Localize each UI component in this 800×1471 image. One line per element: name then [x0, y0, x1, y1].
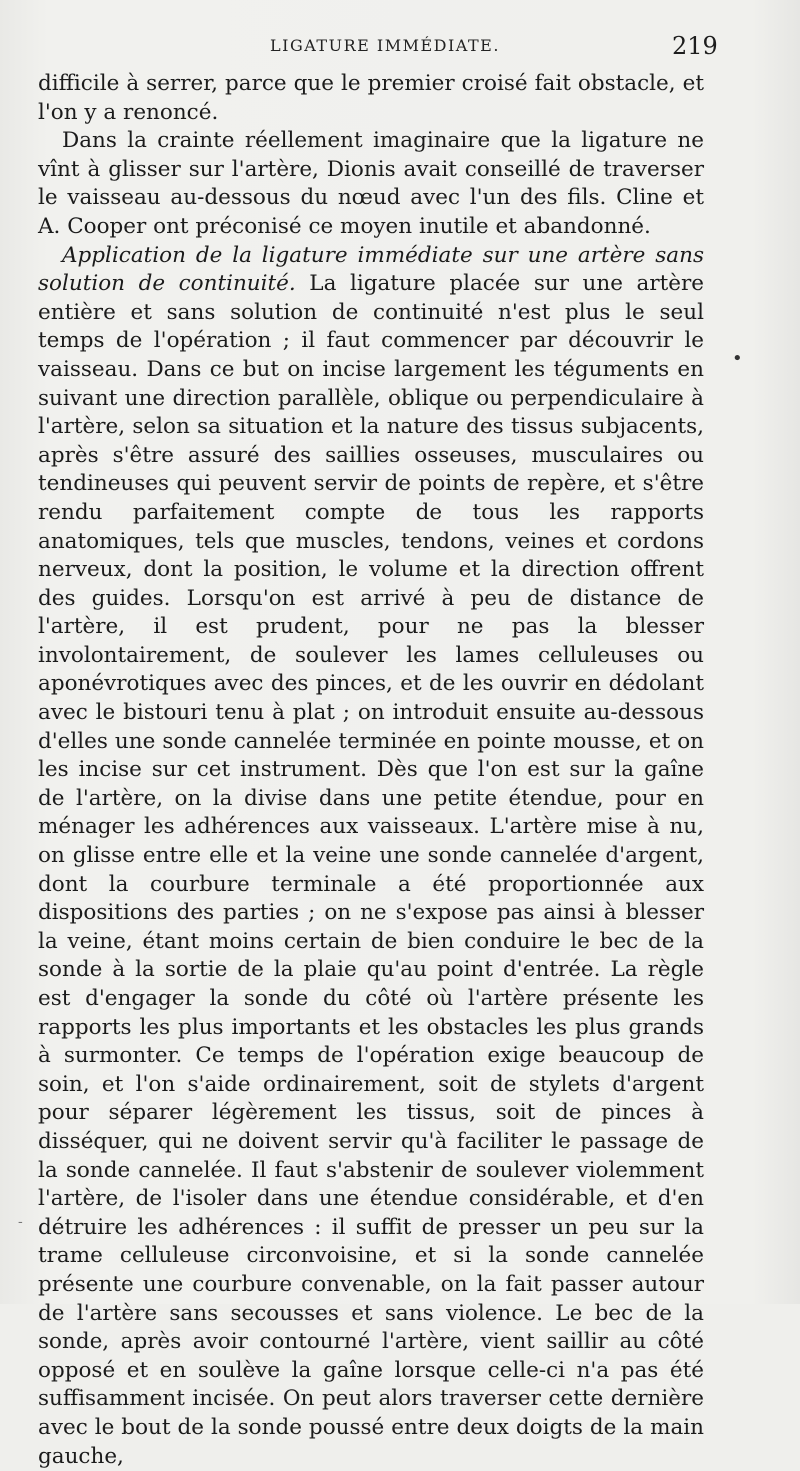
running-title: LIGATURE IMMÉDIATE.: [270, 36, 500, 55]
body-text: [38, 70, 704, 1471]
paragraph-continuation: difficile à serrer, parce que le premier croisé fait obstacle, et l'on y a renoncé.: [38, 71, 704, 125]
paragraph-dionis: Dans la crainte réellement imaginaire que la ligature ne vînt à glisser sur l'artère, Dionis avait conseillé de traverser le vaisseau au-dessous du nœud avec l'un des fils. Cline et A. Cooper ont préconisé ce moyen inutile et abandonné.: [38, 128, 704, 239]
paragraph-application: [38, 242, 704, 1471]
margin-dash-mark: -: [18, 1214, 23, 1230]
page-number: 219: [672, 32, 718, 60]
section-body: La ligature placée sur une artère entière et sans solution de continuité n'est plus le seul temps de l'opération ; il faut commencer par découvrir le vaisseau. Dans ce but on incise largement les téguments en suivant une direction parallèle, oblique ou perpendiculaire à l'artère, selon sa situation et la nature des tissus subjacents, après s'être assuré des saillies osseuses, musculaires ou tendineuses qui peuvent servir de points de repère, et s'être rendu parfaitement compte de tous les rapports anatomiques, tels que muscles, tendons, veines et cordons nerveux, dont la position, le volume et la direction offrent des guides. Lorsqu'on est arrivé à peu de distance de l'artère, il est prudent, pour ne pas la blesser involontairement, de soulever les lames celluleuses ou aponévrotiques avec des pinces, et de les ouvrir en dédolant avec le bistouri tenu à plat ; on introduit ensuite au-dessous d'elles une sonde cannelée terminée en pointe mousse, et on les incise sur cet instrument. Dès que l'on est sur la gaîne de l'artère, on la divise dans une petite étendue, pour en ménager les adhérences aux vaisseaux. L'artère mise à nu, on glisse entre elle et la veine une sonde cannelée d'argent, dont la courbure terminale a été proportionnée aux dispositions des parties ; on ne s'expose pas ainsi à blesser la veine, étant moins certain de bien conduire le bec de la sonde à la sortie de la plaie qu'au point d'entrée. La règle est d'engager la sonde du côté où l'artère présente les rapports les plus importants et les obstacles les plus grands à surmonter. Ce temps de l'opération exige beaucoup de soin, et l'on s'aide ordinairement, soit de stylets d'argent pour séparer légèrement les tissus, soit de pinces à disséquer, qui ne doivent servir qu'à faciliter le passage de la sonde cannelée. Il faut s'abstenir de soulever violemment l'artère, de l'isoler dans une étendue considérable, et d'en détruire les adhérences : il suffit de presser un peu sur la trame celluleuse circonvoisine, et si la sonde cannelée présente une courbure convenable, on la fait passer autour de l'artère sans secousses et sans violence. Le bec de la sonde, après avoir contourné l'artère, vient saillir au côté opposé et en soulève la gaîne lorsque celle-ci n'a pas été suffisamment incisée. On peut alors traverser cette dernière avec le bout de la sonde poussé entre deux doigts de la main gauche,: [38, 271, 704, 1469]
page-header: [38, 30, 718, 66]
margin-bullet-mark: •: [732, 348, 743, 369]
section-heading: Application de la ligature immédiate sur une artère sans solution de continuité.: [38, 242, 704, 297]
